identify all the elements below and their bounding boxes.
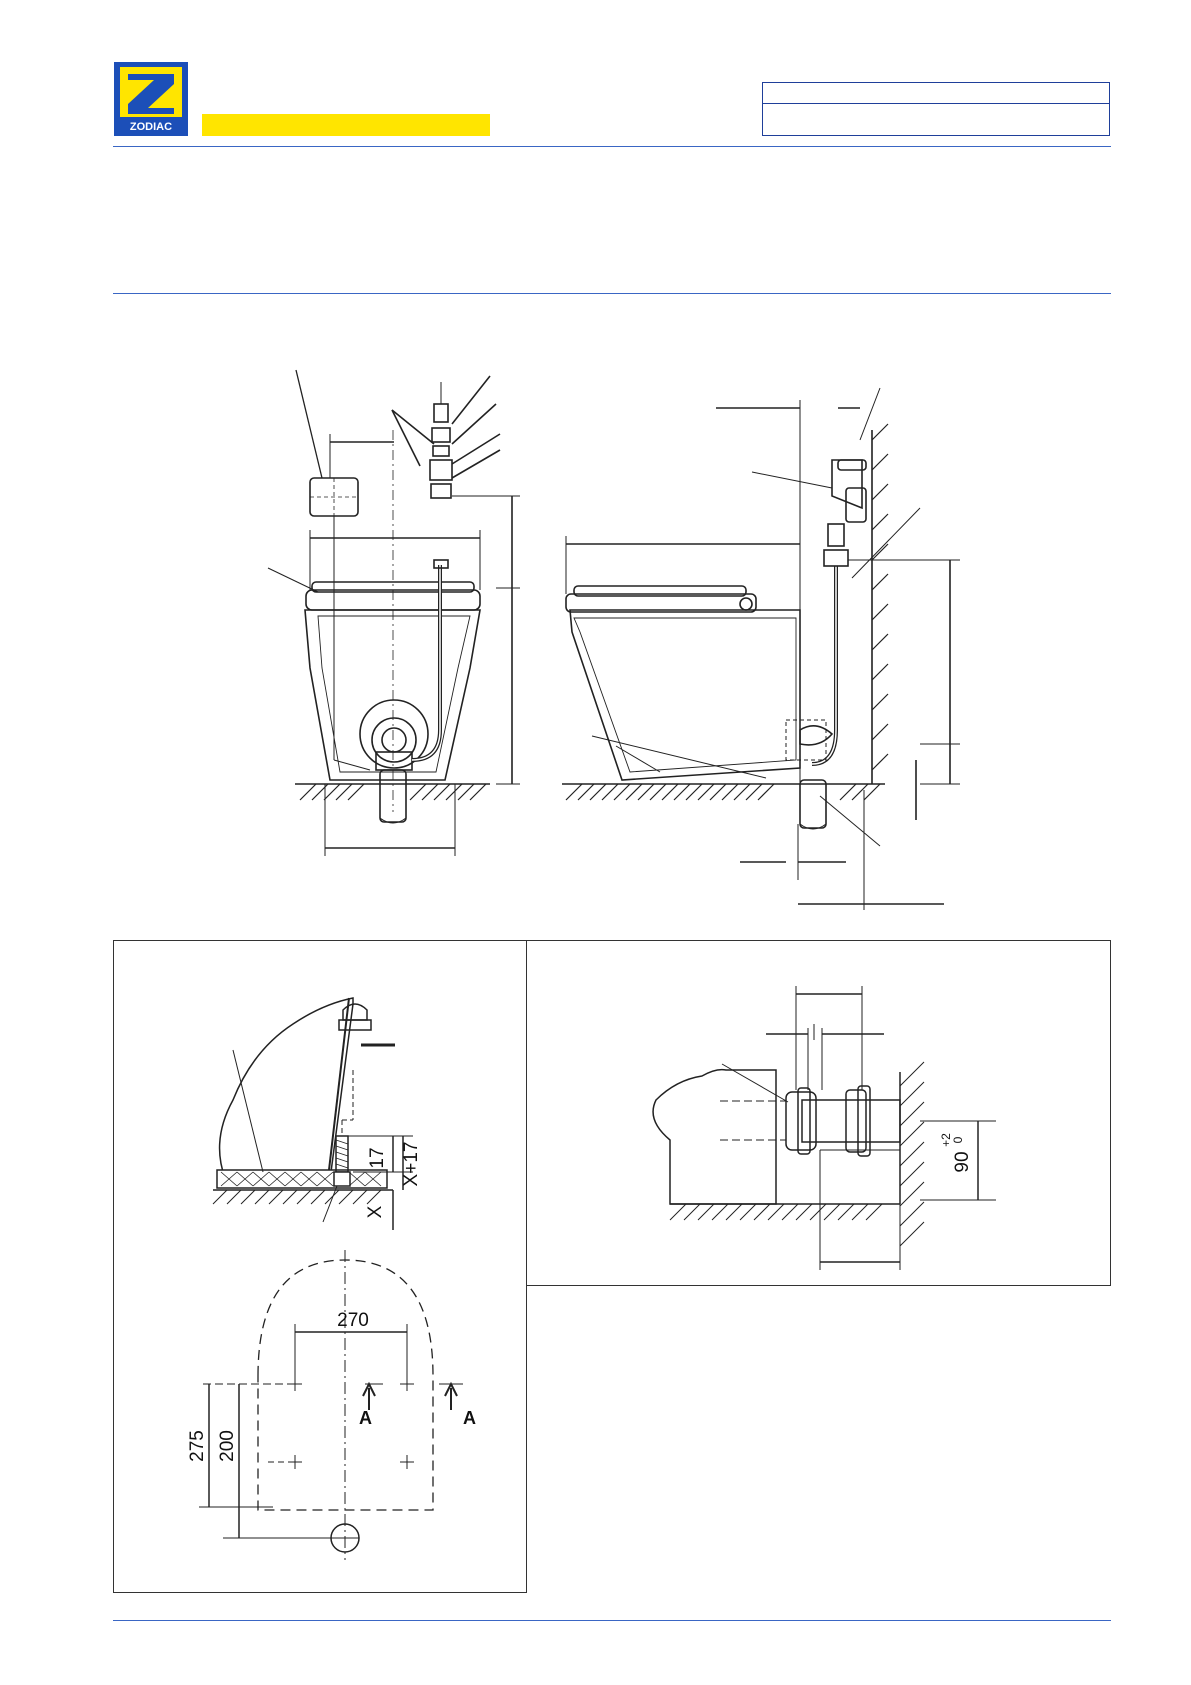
footer-rule: [113, 1620, 1111, 1621]
dim-275-label: 275: [187, 1430, 208, 1462]
front-view: [268, 370, 520, 856]
dim-17-label: 17: [367, 1147, 388, 1169]
dim-x-label: X: [365, 1205, 386, 1219]
wall-hatch: [872, 424, 888, 770]
floor-hatch-side: [566, 784, 880, 800]
outlet-detail-drawing: [526, 940, 1111, 1286]
mounting-detail-drawing: [113, 940, 527, 1593]
dim-90-tolerance-plus: +2: [939, 1133, 953, 1147]
dim-90-label: 90: [952, 1151, 973, 1173]
dim-90-tolerance-zero: 0: [951, 1136, 965, 1144]
dim-270-label: 270: [337, 1310, 369, 1331]
side-view: [562, 388, 960, 910]
section-a-right-label: A: [463, 1408, 476, 1428]
wall-hatch-outlet: [900, 1062, 924, 1246]
dim-x-plus-17-label: X+17: [401, 1141, 422, 1187]
section-a-left-label: A: [359, 1408, 372, 1428]
logo-text: ZODIAC: [129, 121, 173, 133]
dim-200-label: 200: [217, 1430, 238, 1462]
floor-hatch-detail: [213, 1190, 381, 1204]
floor-hatch-outlet: [670, 1204, 882, 1220]
mounting-hole-markers: [288, 1377, 414, 1469]
